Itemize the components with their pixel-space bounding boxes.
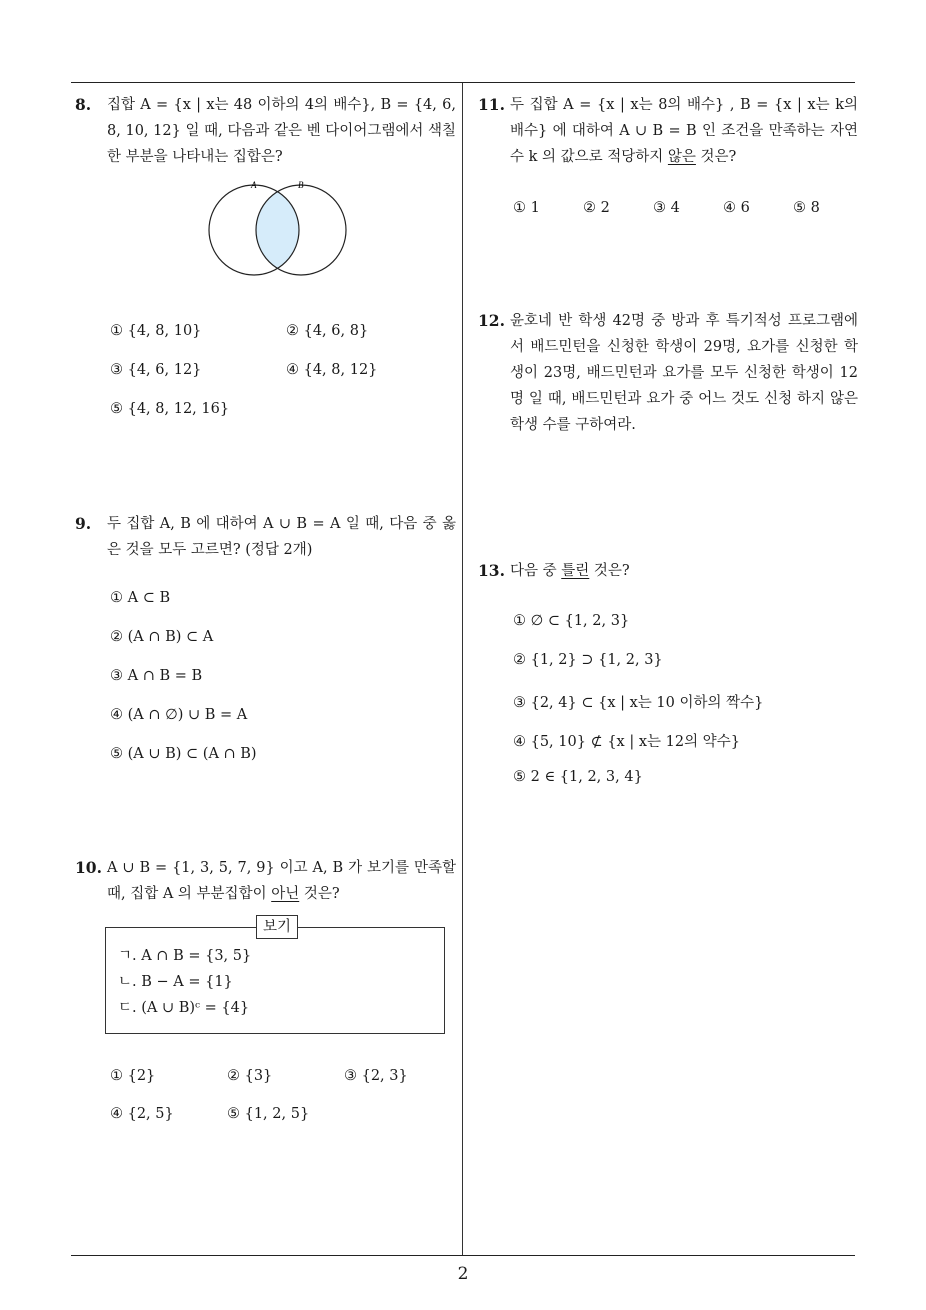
option-3[interactable]: ③ {2, 3} <box>344 1068 408 1084</box>
venn-label-a: A <box>251 180 257 190</box>
option-2[interactable]: ② (A ∩ B) ⊂ A <box>110 629 214 645</box>
stem-text-end: 것은? <box>695 149 737 165</box>
question-number: 8. <box>75 95 92 114</box>
stem-underlined: 않은 <box>667 149 696 165</box>
question-8 <box>75 92 456 170</box>
option-2[interactable]: ② {4, 6, 8} <box>286 323 369 339</box>
option-1[interactable]: ① {2} <box>110 1068 156 1084</box>
stem-text-end: 것은? <box>589 563 630 579</box>
question-stem <box>478 92 858 170</box>
option-5[interactable]: ⑤ {4, 8, 12, 16} <box>110 401 230 417</box>
question-stem <box>478 558 858 584</box>
option-3[interactable]: ③ A ∩ B = B <box>110 668 203 684</box>
question-number: 12. <box>478 311 505 330</box>
question-stem: 두 집합 A, B 에 대하여 A ∪ B = A 일 때, 다음 중 옳은 것을 모두 고르면? (정답 2개) <box>107 516 456 558</box>
venn-label-b: B <box>298 180 304 190</box>
question-number: 11. <box>478 95 505 114</box>
stem-underlined: 틀린 <box>561 563 590 579</box>
bogi-item-2: ㄴ. B − A = {1} <box>118 974 233 990</box>
bottom-rule <box>71 1255 855 1256</box>
venn-diagram <box>206 178 356 278</box>
page-number: 2 <box>457 1264 469 1284</box>
question-number: 9. <box>75 514 92 533</box>
stem-text-end: 것은? <box>299 886 340 902</box>
stem-text: 두 집합 A = {x | x는 8의 배수} , B = {x | x는 k의 배수} 에 대하여 A ∪ B = B 인 조건을 만족하는 자연수 k 의 값으로 적당하지 <box>510 97 858 165</box>
option-2[interactable]: ② {3} <box>227 1068 273 1084</box>
option-5[interactable]: ⑤ 8 <box>793 200 820 216</box>
option-1[interactable]: ① A ⊂ B <box>110 590 171 606</box>
bogi-item-1: ㄱ. A ∩ B = {3, 5} <box>118 948 252 964</box>
option-1[interactable]: ① {4, 8, 10} <box>110 323 202 339</box>
option-4[interactable]: ④ {2, 5} <box>110 1106 174 1122</box>
option-3[interactable]: ③ {4, 6, 12} <box>110 362 202 378</box>
question-9 <box>75 511 456 563</box>
stem-underlined: 아닌 <box>271 886 300 902</box>
question-11 <box>478 92 858 170</box>
question-stem <box>75 855 456 907</box>
column-divider <box>462 83 463 1255</box>
stem-text: 다음 중 <box>510 563 562 579</box>
question-stem: 집합 A = {x | x는 48 이하의 4의 배수}, B = {4, 6, 8, 10, 12} 일 때, 다음과 같은 벤 다이어그램에서 색칠한 부분을 나타내는 집합은? <box>107 97 456 165</box>
bogi-title: 보기 <box>256 915 298 939</box>
option-5[interactable]: ⑤ (A ∪ B) ⊂ (A ∩ B) <box>110 746 257 762</box>
option-5[interactable]: ⑤ 2 ∈ {1, 2, 3, 4} <box>513 769 643 785</box>
question-13 <box>478 558 858 584</box>
option-4[interactable]: ④ (A ∩ ∅) ∪ B = A <box>110 707 248 723</box>
question-12 <box>478 308 858 438</box>
option-1[interactable]: ① 1 <box>513 200 540 216</box>
option-3[interactable]: ③ {2, 4} ⊂ {x | x는 10 이하의 짝수} <box>513 695 764 711</box>
top-rule <box>71 82 855 83</box>
question-10 <box>75 855 456 907</box>
option-4[interactable]: ④ {4, 8, 12} <box>286 362 378 378</box>
option-2[interactable]: ② {1, 2} ⊃ {1, 2, 3} <box>513 652 663 668</box>
question-stem: 윤호네 반 학생 42명 중 방과 후 특기적성 프로그램에서 배드민턴을 신청한 학생이 29명, 요가를 신청한 학생이 23명, 배드민턴과 요가를 모두 신청한 학생이 12명 일 때, 배드민턴과 요가 중 어느 것도 신청 하지 않은 학생 수를 구하여라. <box>510 313 858 433</box>
option-4[interactable]: ④ {5, 10} ⊄ {x | x는 12의 약수} <box>513 734 740 750</box>
option-4[interactable]: ④ 6 <box>723 200 750 216</box>
bogi-item-3: ㄷ. (A ∪ B)ᶜ = {4} <box>118 1000 250 1016</box>
option-3[interactable]: ③ 4 <box>653 200 680 216</box>
option-2[interactable]: ② 2 <box>583 200 610 216</box>
option-5[interactable]: ⑤ {1, 2, 5} <box>227 1106 310 1122</box>
stem-text: A ∪ B = {1, 3, 5, 7, 9} 이고 A, B 가 보기를 만족할 때, 집합 A 의 부분집합이 <box>107 860 456 902</box>
question-number: 10. <box>75 858 102 877</box>
option-1[interactable]: ① ∅ ⊂ {1, 2, 3} <box>513 613 630 629</box>
question-number: 13. <box>478 561 505 580</box>
